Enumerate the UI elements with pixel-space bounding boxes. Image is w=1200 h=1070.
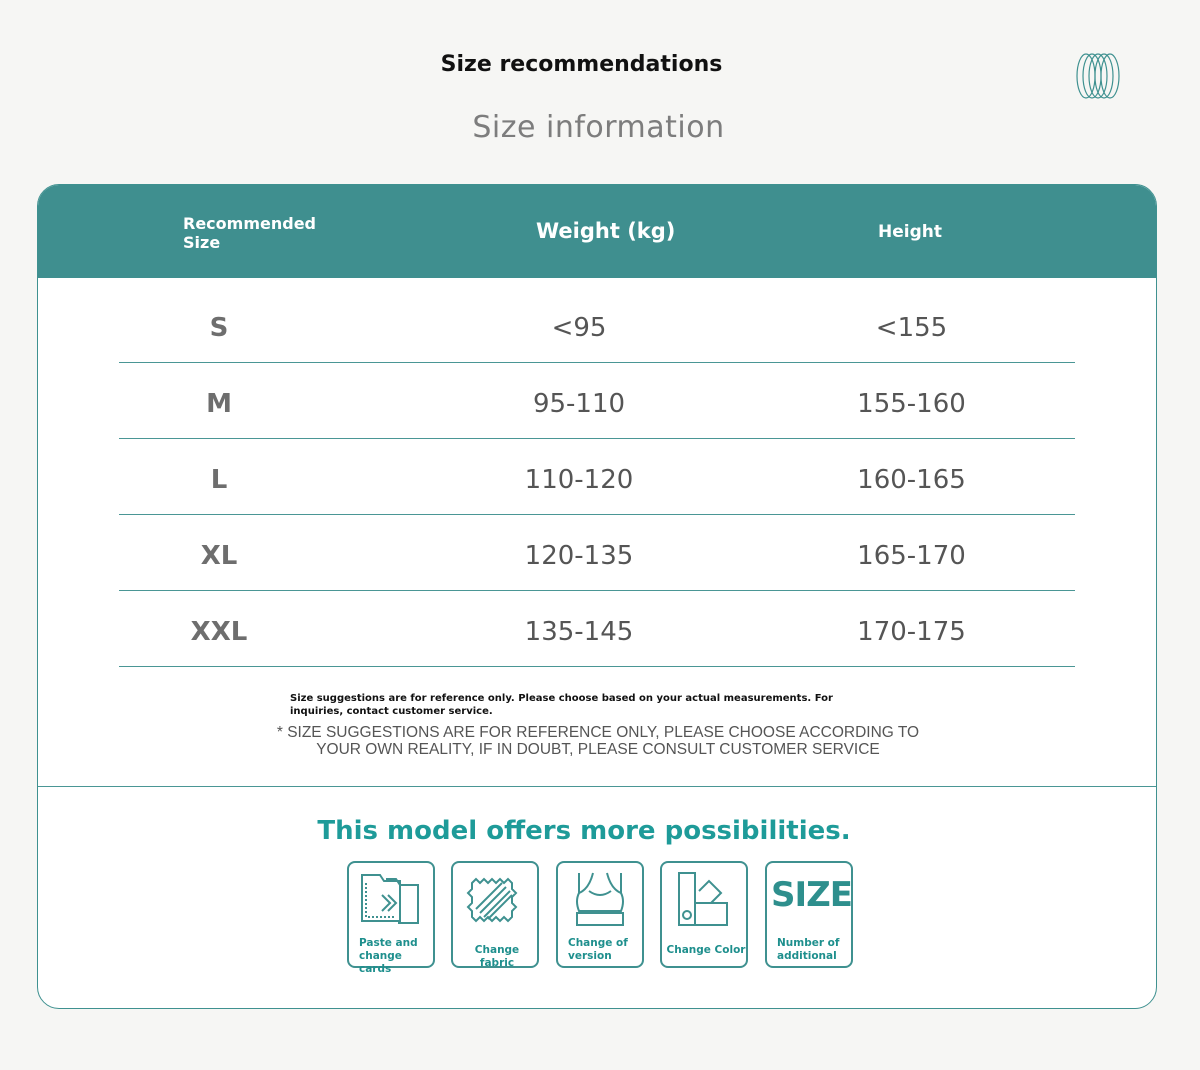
feature-fabric: [451, 861, 539, 968]
feature-label: Change of version: [568, 937, 628, 962]
size-card: [37, 184, 1157, 1009]
paste-cards-icon: [358, 869, 424, 931]
color-swatch-icon: [671, 869, 737, 931]
size-note-small: Size suggestions are for reference only. Please choose based on your actual measurements. For inquiries, contact customer service.: [290, 693, 833, 717]
header-weight: Weight (kg): [536, 219, 676, 243]
weight-cell: 110-120: [524, 465, 634, 495]
feature-label: Change Color: [666, 944, 746, 956]
page-title: Size recommendations: [440, 52, 723, 77]
promo-heading: This model offers more possibilities.: [317, 816, 851, 846]
feature-label: Paste and change cards: [359, 937, 418, 975]
table-row: [119, 363, 1075, 439]
size-cell: L: [210, 465, 228, 495]
table-header: [38, 185, 1156, 278]
table-row: [119, 515, 1075, 591]
feature-label: Change fabric: [474, 944, 520, 969]
feature-label: Number of additional: [777, 937, 840, 962]
table-row: [119, 287, 1075, 363]
feature-color: [660, 861, 748, 968]
height-cell: 165-170: [857, 541, 966, 571]
table-row: [119, 439, 1075, 515]
size-table: [119, 287, 1075, 667]
table-row: [119, 591, 1075, 667]
height-cell: 160-165: [857, 465, 966, 495]
feature-size: [765, 861, 853, 968]
size-note-caps: * SIZE SUGGESTIONS ARE FOR REFERENCE ONLY, PLEASE CHOOSE ACCORDING TO YOUR OWN REALITY, IF IN DOUBT, PLEASE CONSULT CUSTOMER SERVICE: [276, 724, 920, 758]
feature-paste-cards: [347, 861, 435, 975]
header-size: Recommended Size: [183, 214, 316, 252]
fabric-icon: [462, 869, 528, 931]
bra-version-icon: [567, 869, 633, 931]
height-cell: 170-175: [857, 617, 966, 647]
page-subtitle: Size information: [472, 110, 725, 145]
size-cell: M: [206, 389, 232, 419]
section-divider: [38, 786, 1156, 787]
size-cell: XXL: [190, 617, 248, 647]
height-cell: <155: [875, 313, 948, 343]
rings-decoration-icon: [1074, 52, 1122, 100]
weight-cell: 120-135: [524, 541, 634, 571]
weight-cell: 135-145: [524, 617, 634, 647]
header-height: Height: [878, 222, 942, 242]
size-cell: XL: [200, 541, 238, 571]
weight-cell: 95-110: [532, 389, 626, 419]
feature-version: [556, 861, 644, 968]
size-icon: SIZE: [771, 875, 853, 915]
size-cell: S: [209, 313, 229, 343]
weight-cell: <95: [551, 313, 607, 343]
height-cell: 155-160: [857, 389, 966, 419]
